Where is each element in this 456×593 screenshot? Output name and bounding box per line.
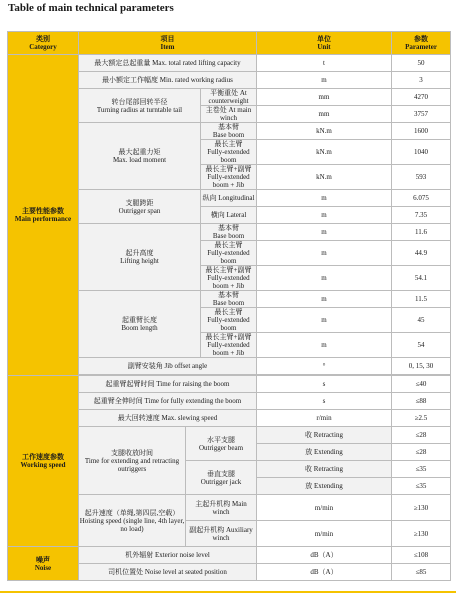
subitem-cell: 最长主臂+副臂 Fully-extended boom + Jib — [201, 165, 257, 190]
unit-cell: s — [257, 376, 392, 393]
table-row — [8, 547, 451, 564]
value-cell: 7.35 — [392, 207, 451, 224]
group-outrigger-time: 支腿收放时间 Time for extending and retracting outriggers — [79, 427, 186, 495]
subitem-cell: 最长主臂+副臂 Fully-extended boom + Jib — [201, 266, 257, 291]
extending-label: 放 Extending — [257, 444, 392, 461]
item-cell: 机外辐射 Exterior noise level — [79, 547, 257, 564]
value-cell: 0, 15, 30 — [392, 358, 451, 375]
extending-label: 放 Extending — [257, 478, 392, 495]
table-row — [8, 55, 451, 72]
unit-cell: m — [257, 207, 392, 224]
item-cell: 最大回转速度 Max. slewing speed — [79, 410, 257, 427]
unit-cell: r/min — [257, 410, 392, 427]
value-cell: ≤108 — [392, 547, 451, 564]
unit-cell: kN.m — [257, 140, 392, 165]
group-turn: 转台尾部回转半径 Turning radius at turntable tail — [79, 89, 201, 123]
subitem-cell: 平衡重处 At counterweight — [201, 89, 257, 106]
unit-cell: mm — [257, 89, 392, 106]
item-cell: 最小额定工作幅度 Min. rated working radius — [79, 72, 257, 89]
group-moment: 最大起重力矩 Max. load moment — [79, 123, 201, 190]
value-cell: 1040 — [392, 140, 451, 165]
unit-cell: m/min — [257, 495, 392, 521]
value-cell: 3757 — [392, 106, 451, 123]
subitem-cell: 基本臂 Base boom — [201, 123, 257, 140]
item-cell: 起重臂起臂时间 Time for raising the boom — [79, 376, 257, 393]
value-cell: 44.9 — [392, 241, 451, 266]
header-item: 项目 Item — [79, 32, 257, 55]
table-row — [8, 376, 451, 393]
outrigger-jack: 垂直支腿 Outrigger jack — [186, 461, 257, 495]
header-row — [8, 32, 451, 55]
value-cell: 50 — [392, 55, 451, 72]
unit-cell: m — [257, 291, 392, 308]
unit-cell: m — [257, 241, 392, 266]
header-unit: 单位 Unit — [257, 32, 392, 55]
value-cell: 1600 — [392, 123, 451, 140]
unit-cell: m — [257, 266, 392, 291]
unit-cell: mm — [257, 106, 392, 123]
subitem-cell: 基本臂 Base boom — [201, 224, 257, 241]
value-cell: 11.5 — [392, 291, 451, 308]
retracting-label: 收 Retracting — [257, 427, 392, 444]
unit-cell: m — [257, 190, 392, 207]
value-cell: ≤35 — [392, 478, 451, 495]
value-cell: 54 — [392, 333, 451, 358]
unit-cell: kN.m — [257, 123, 392, 140]
unit-cell: m — [257, 333, 392, 358]
spec-table — [7, 31, 451, 581]
subitem-cell: 纵向 Longitudinal — [201, 190, 257, 207]
item-cell: 起重臂全伸时间 Time for fully extending the boom — [79, 393, 257, 410]
unit-cell: m — [257, 308, 392, 333]
value-cell: 593 — [392, 165, 451, 190]
unit-cell: dB（A） — [257, 547, 392, 564]
item-cell: 副臂安装角 Jib offset angle — [79, 358, 257, 375]
category-noise: 噪声 Noise — [8, 547, 79, 581]
value-cell: ≤28 — [392, 444, 451, 461]
value-cell: ≤28 — [392, 427, 451, 444]
outrigger-beam: 水平支腿 Outrigger beam — [186, 427, 257, 461]
value-cell: ≤85 — [392, 564, 451, 581]
item-cell: 最大额定总起重量 Max. total rated lifting capacity — [79, 55, 257, 72]
value-cell: ≤88 — [392, 393, 451, 410]
category-main: 主要性能参数 Main performance — [8, 55, 79, 376]
header-parameter: 参数 Parameter — [392, 32, 451, 55]
subitem-cell: 最长主臂 Fully-extended boom — [201, 241, 257, 266]
group-length: 起重臂长度 Boom length — [79, 291, 201, 358]
subitem-cell: 主卷处 At main winch — [201, 106, 257, 123]
value-cell: 3 — [392, 72, 451, 89]
group-height: 起升高度 Lifting height — [79, 224, 201, 291]
item-cell: 司机位置处 Noise level at seated position — [79, 564, 257, 581]
header-category: 类别 Category — [8, 32, 79, 55]
subitem-cell: 最长主臂 Fully-extended boom — [201, 308, 257, 333]
unit-cell: dB（A） — [257, 564, 392, 581]
unit-cell: m/min — [257, 521, 392, 547]
category-speed: 工作速度参数 Working speed — [8, 376, 79, 547]
group-hoisting-speed: 起升速度（单绳,第四层,空载） Hoisting speed (single line, 4th layer, no load) — [79, 495, 186, 547]
value-cell: ≥130 — [392, 521, 451, 547]
value-cell: 4270 — [392, 89, 451, 106]
value-cell: 54.1 — [392, 266, 451, 291]
unit-cell: s — [257, 393, 392, 410]
group-span: 支腿跨距 Outrigger span — [79, 190, 201, 224]
subitem-cell: 副起升机构 Auxiliary winch — [186, 521, 257, 547]
value-cell: 11.6 — [392, 224, 451, 241]
value-cell: 45 — [392, 308, 451, 333]
value-cell: ≤35 — [392, 461, 451, 478]
unit-cell: ° — [257, 358, 392, 375]
unit-cell: m — [257, 72, 392, 89]
subitem-cell: 主起升机构 Main winch — [186, 495, 257, 521]
unit-cell: kN.m — [257, 165, 392, 190]
page-title: Table of main technical parameters — [8, 2, 174, 14]
value-cell: ≥2.5 — [392, 410, 451, 427]
unit-cell: m — [257, 224, 392, 241]
subitem-cell: 最长主臂+副臂 Fully-extended boom + Jib — [201, 333, 257, 358]
retracting-label: 收 Retracting — [257, 461, 392, 478]
subitem-cell: 最长主臂 Fully-extended boom — [201, 140, 257, 165]
value-cell: ≤40 — [392, 376, 451, 393]
value-cell: ≥130 — [392, 495, 451, 521]
unit-cell: t — [257, 55, 392, 72]
subitem-cell: 基本臂 Base boom — [201, 291, 257, 308]
subitem-cell: 横向 Lateral — [201, 207, 257, 224]
value-cell: 6.075 — [392, 190, 451, 207]
